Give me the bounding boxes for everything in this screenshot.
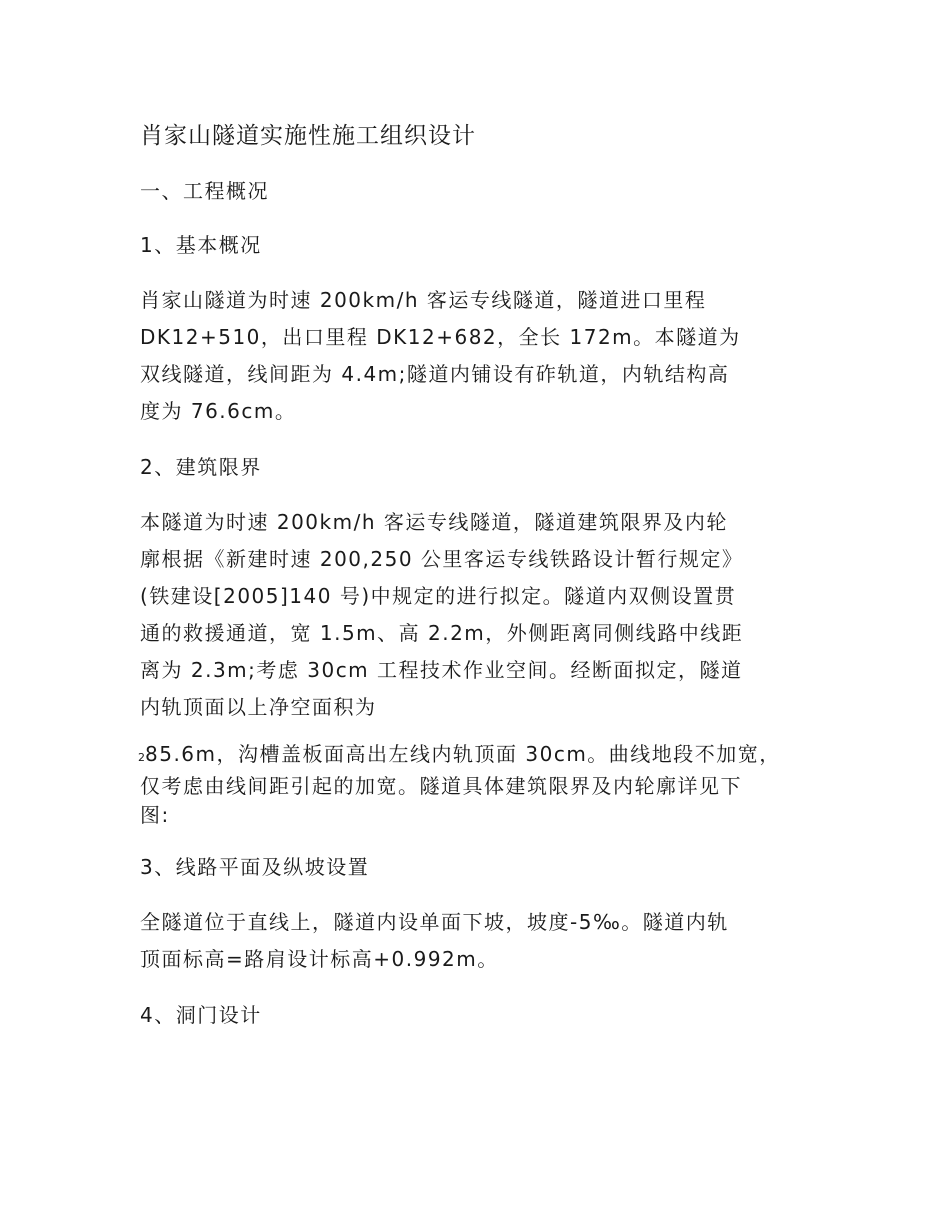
subsection-heading-clearance: 2、建筑限界 xyxy=(140,455,262,479)
paragraph-basic xyxy=(140,282,830,430)
document-body xyxy=(140,118,830,1052)
text-line: 图: xyxy=(140,803,170,827)
text-line: 通的救援通道，宽 1.5m、高 2.2m，外侧距离同侧线路中线距 xyxy=(140,621,744,645)
text-line: DK12+510，出口里程 DK12+682，全长 172m。本隧道为 xyxy=(140,325,741,349)
text-line: 顶面标高=路肩设计标高+0.992m。 xyxy=(140,947,499,971)
text-line: 双线隧道，线间距为 4.4m;隧道内铺设有砟轨道，内轨结构高 xyxy=(140,362,730,386)
paragraph-clearance-continued xyxy=(140,740,830,830)
text-line: (铁建设[2005]140 号)中规定的进行拟定。隧道内双侧设置贯 xyxy=(140,584,737,608)
text-line: 仅考虑由线间距引起的加宽。隧道具体建筑限界及内轮廓详见下 xyxy=(140,774,742,798)
text-line: 全隧道位于直线上，隧道内设单面下坡，坡度-5‰。隧道内轨 xyxy=(140,910,729,934)
subsection-heading-basic: 1、基本概况 xyxy=(140,233,262,257)
text-line: 肖家山隧道为时速 200km/h 客运专线隧道，隧道进口里程 xyxy=(140,288,707,312)
section-heading-overview: 一、工程概况 xyxy=(140,179,269,203)
text-line: 内轨顶面以上净空面积为 xyxy=(140,695,377,719)
text-line: 离为 2.3m;考虑 30cm 工程技术作业空间。经断面拟定，隧道 xyxy=(140,658,743,682)
text-line: 度为 76.6cm。 xyxy=(140,399,297,423)
text-line-rest: 85.6m，沟槽盖板面高出左线内轨顶面 30cm。曲线地段不加宽， xyxy=(145,742,781,766)
subsection-heading-portal: 4、洞门设计 xyxy=(140,1003,262,1027)
paragraph-clearance xyxy=(140,504,830,726)
text-line: 本隧道为时速 200km/h 客运专线隧道，隧道建筑限界及内轮 xyxy=(140,510,728,534)
subsection-heading-alignment: 3、线路平面及纵坡设置 xyxy=(140,855,370,879)
superscript-digit: 2 xyxy=(138,751,145,764)
text-line xyxy=(138,740,830,772)
document-title: 肖家山隧道实施性施工组织设计 xyxy=(140,123,476,149)
text-line: 廓根据《新建时速 200,250 公里客运专线铁路设计暂行规定》 xyxy=(140,547,744,571)
paragraph-alignment xyxy=(140,904,830,978)
